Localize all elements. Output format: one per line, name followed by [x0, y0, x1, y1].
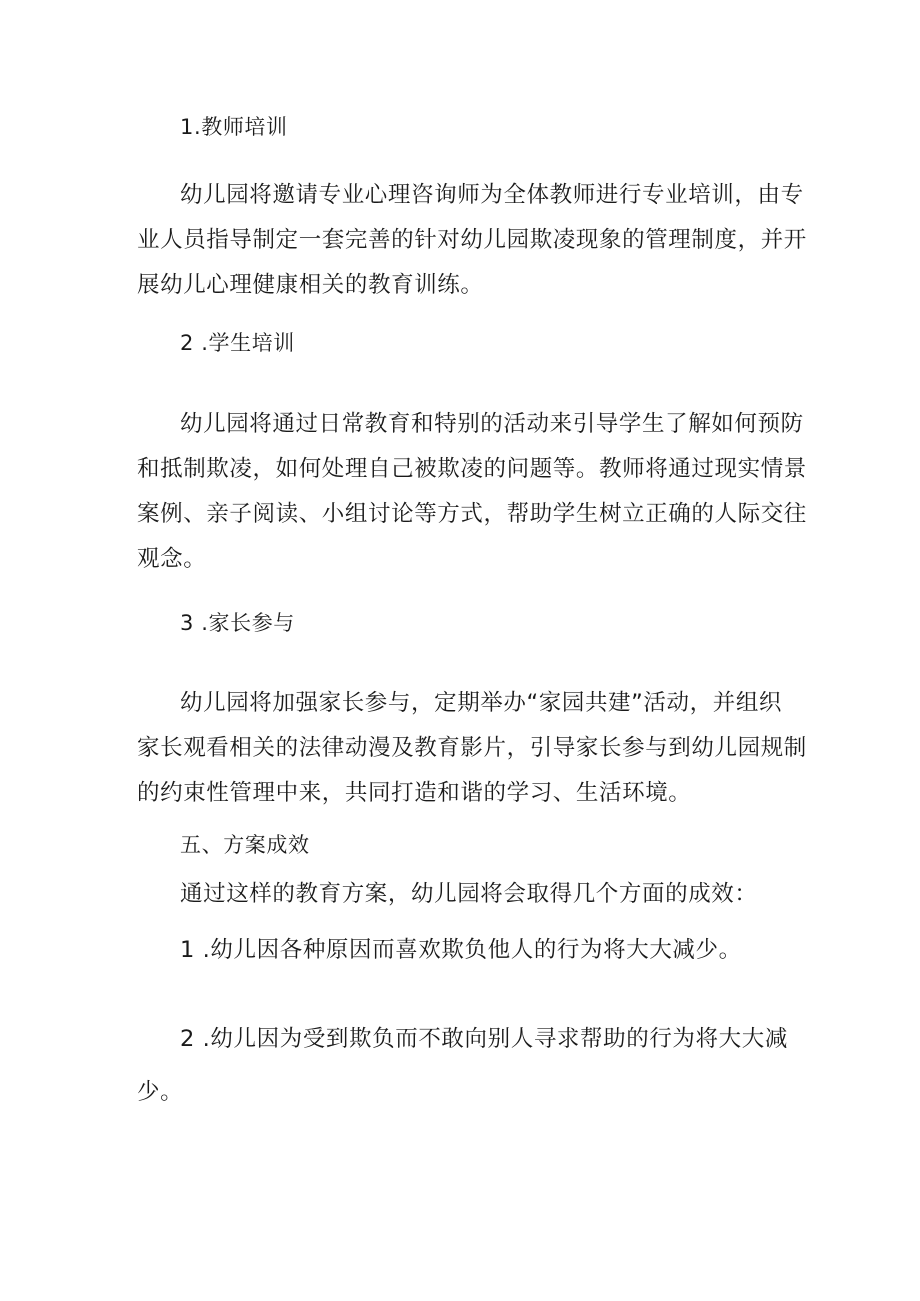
- paragraph-line: 幼儿园将加强家长参与，定期举办“家园共建”活动，并组织: [180, 690, 783, 716]
- paragraph-line: 展幼儿心理健康相关的教育训练。: [137, 272, 484, 298]
- paragraph-line: 观念。: [137, 546, 207, 572]
- paragraph-line: 和抵制欺凌，如何处理自己被欺凌的问题等。教师将通过现实情景: [137, 456, 807, 482]
- paragraph-student-training: [137, 402, 807, 582]
- section-heading-teacher-training: 1.教师培训: [180, 115, 288, 139]
- paragraph-line: 案例、亲子阅读、小组讨论等方式，帮助学生树立正确的人际交往: [137, 501, 807, 527]
- outcome-item-2: [137, 1013, 788, 1119]
- paragraph-line: 家长观看相关的法律动漫及教育影片，引导家长参与到幼儿园规制: [137, 735, 807, 761]
- paragraph-line: 业人员指导制定一套完善的针对幼儿园欺凌现象的管理制度，并开: [137, 227, 807, 253]
- paragraph-parent-participation: [137, 681, 807, 816]
- section-heading-outcomes: 五、方案成效: [180, 833, 310, 857]
- paragraph-line: 幼儿园将通过日常教育和特别的活动来引导学生了解如何预防: [180, 411, 804, 437]
- paragraph-teacher-training: [137, 173, 807, 308]
- outcomes-intro: 通过这样的教育方案，幼儿园将会取得几个方面的成效：: [180, 881, 758, 907]
- paragraph-line: 幼儿园将邀请专业心理咨询师为全体教师进行专业培训，由专: [180, 182, 804, 208]
- paragraph-line: 少。: [137, 1079, 184, 1105]
- paragraph-line: 的约束性管理中来，共同打造和谐的学习、生活环境。: [137, 780, 692, 806]
- paragraph-line: 2 .幼儿因为受到欺负而不敢向别人寻求帮助的行为将大大减: [180, 1026, 788, 1052]
- section-heading-parent-participation: 3 .家长参与: [180, 611, 295, 635]
- section-heading-student-training: 2 .学生培训: [180, 331, 295, 355]
- outcome-item-1: 1 .幼儿因各种原因而喜欢欺负他人的行为将大大减少。: [180, 937, 742, 963]
